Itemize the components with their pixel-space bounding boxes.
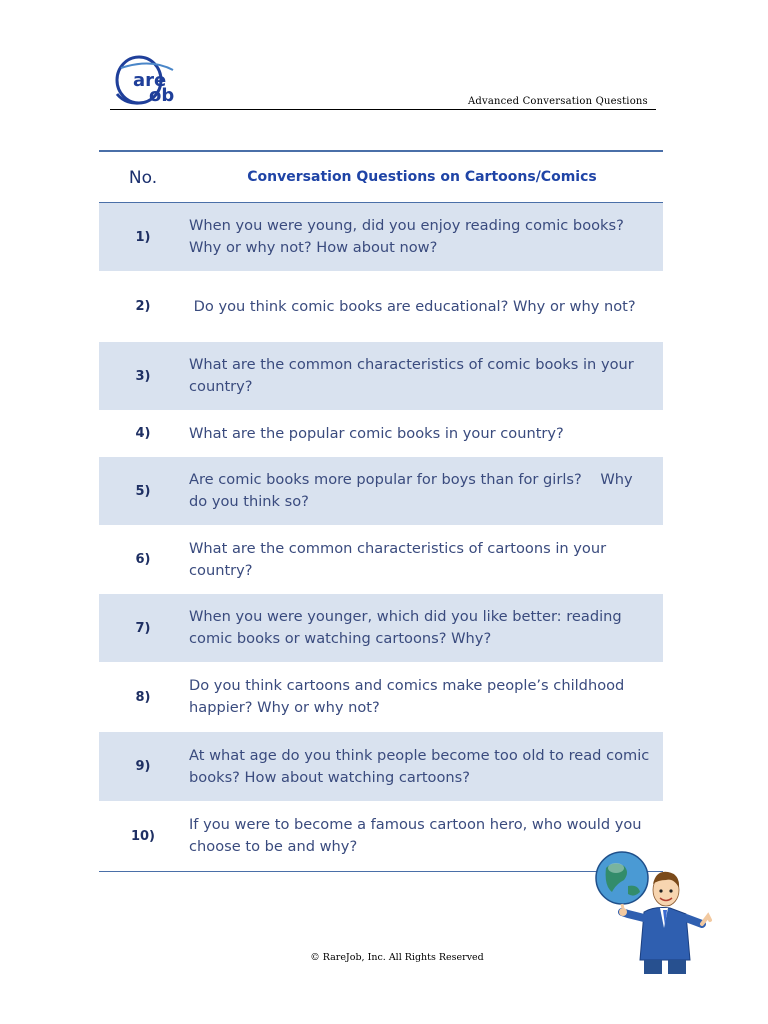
questions-table <box>99 150 663 872</box>
row-number: 1) <box>135 229 151 245</box>
question-text: If you were to become a famous cartoon hero, who would you choose to be and why? <box>189 816 642 855</box>
question-text: At what age do you think people become too old to read comic books? How about watching cartoons? <box>189 746 650 786</box>
question-text: What are the common characteristics of cartoons in your country? <box>189 539 607 579</box>
table-row <box>99 801 663 871</box>
table-row <box>99 525 663 594</box>
table-bottom-rule <box>99 871 663 872</box>
table-row <box>99 271 663 342</box>
table-row <box>99 662 663 732</box>
table-row <box>99 457 663 525</box>
question-text: What are the common characteristics of comic books in your country? <box>189 356 634 395</box>
table-header <box>99 152 663 203</box>
table-row <box>99 203 663 271</box>
row-number: 8) <box>135 689 151 705</box>
question-text: When you were younger, which did you like better: reading comic books or watching cartoons? Why? <box>189 608 622 647</box>
table-row <box>99 410 663 457</box>
row-number: 9) <box>135 759 151 774</box>
header-subtitle: Advanced Conversation Questions <box>468 96 648 107</box>
svg-text:are: are <box>133 70 167 91</box>
rarejob-logo <box>111 54 211 106</box>
row-number: 4) <box>135 426 151 441</box>
question-text: Are comic books more popular for boys than for girls? Why do you think so? <box>189 471 638 510</box>
column-header-no: No. <box>128 168 158 188</box>
row-number: 7) <box>135 620 151 636</box>
table-row <box>99 594 663 662</box>
question-text: What are the popular comic books in your country? <box>189 424 564 442</box>
row-number: 5) <box>135 483 151 499</box>
row-number: 3) <box>135 368 151 384</box>
header-divider <box>110 109 656 110</box>
column-header-title: Conversation Questions on Cartoons/Comics <box>247 169 597 185</box>
question-text: When you were young, did you enjoy reading comic books? Why or why not? How about now? <box>189 217 624 256</box>
row-number: 2) <box>135 299 151 314</box>
table-row <box>99 342 663 410</box>
row-number: 10) <box>130 828 156 844</box>
question-text: Do you think cartoons and comics make people’s childhood happier? Why or why not? <box>189 677 625 716</box>
footer-copyright: © RareJob, Inc. All Rights Reserved <box>310 952 484 963</box>
table-row <box>99 732 663 801</box>
row-number: 6) <box>135 552 151 567</box>
question-text: Do you think comic books are educational? Why or why not? <box>189 297 636 315</box>
svg-text:ob: ob <box>149 85 175 106</box>
